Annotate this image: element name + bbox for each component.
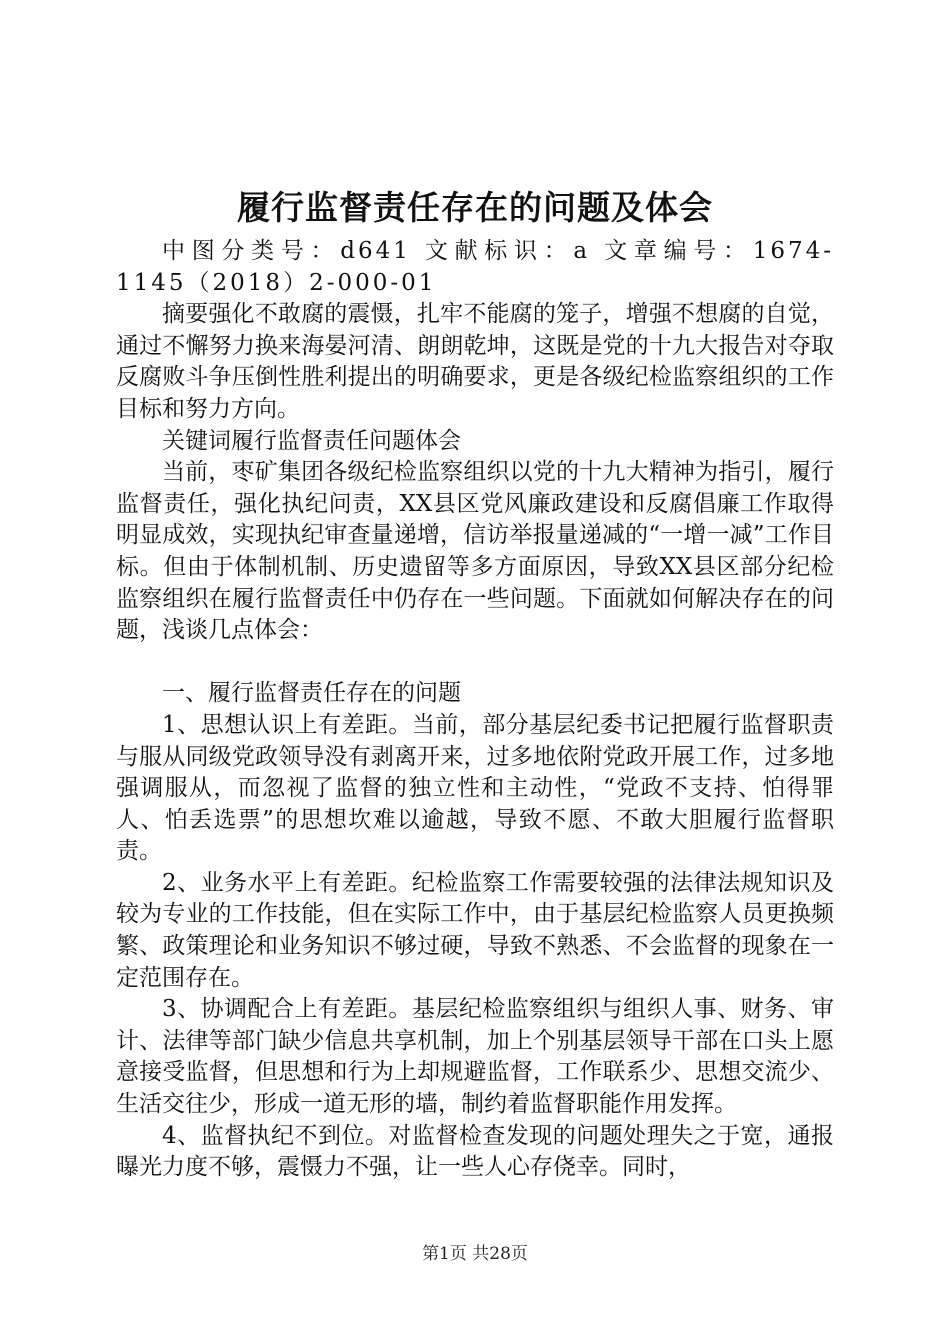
keywords-paragraph: 关键词履行监督责任问题体会 [162, 427, 461, 454]
list-item: 1、思想认识上有差距。当前，部分基层纪委书记把履行监督职责与服从同级党政领导没有剥离开来，过多地依附党政开展工作，过多地强调服从，而忽视了监督的独立性和主动性，“党政不支持、怕得罪人、怕丢选票”的思想坎难以逾越，导致不愿、不敢大胆履行监督职责。 [116, 711, 834, 865]
intro-paragraph: 当前，枣矿集团各级纪检监察组织以党的十九大精神为指引，履行监督责任，强化执纪问责，XX县区党风廉政建设和反腐倡廉工作取得明显成效，实现执纪审查量递增，信访举报量递减的“一增一减”工作目标。但由于体制机制、历史遗留等多方面原因，导致XX县区部分纪检监察组织在履行监督责任中仍存在一些问题。下面就如何解决存在的问题，浅谈几点体会： [116, 459, 834, 644]
document-title: 履行监督责任存在的问题及体会 [237, 188, 713, 227]
document-body [116, 236, 834, 1184]
classification-meta-line: 中图分类号：d641 文献标识：a 文章编号：1674-1145（2018）2-000-01 [116, 238, 834, 296]
abstract-paragraph: 摘要强化不敢腐的震慑，扎牢不能腐的笼子，增强不想腐的自觉，通过不懈努力换来海晏河清、朗朗乾坤，这既是党的十九大报告对夺取反腐败斗争压倒性胜利提出的明确要求，更是各级纪检监察组织的工作目标和努力方向。 [116, 301, 834, 422]
blank-line [116, 647, 834, 679]
section-heading: 一、履行监督责任存在的问题 [162, 680, 461, 707]
page-footer-indicator: 第1页 共28页 [422, 1244, 528, 1264]
list-item: 2、业务水平上有差距。纪检监察工作需要较强的法律法规知识及较为专业的工作技能，但在实际工作中，由于基层纪检监察人员更换频繁、政策理论和业务知识不够过硬，导致不熟悉、不会监督的现象在一定范围存在。 [116, 869, 834, 991]
list-item: 4、监督执纪不到位。对监督检查发现的问题处理失之于宽，通报曝光力度不够，震慑力不强，让一些人心存侥幸。同时， [116, 1122, 834, 1181]
list-item: 3、协调配合上有差距。基层纪检监察组织与组织人事、财务、审计、法律等部门缺少信息共享机制，加上个别基层领导干部在口头上愿意接受监督，但思想和行为上却规避监督，工作联系少、思想交流少、生活交往少，形成一道无形的墙，制约着监督职能作用发挥。 [116, 996, 834, 1118]
